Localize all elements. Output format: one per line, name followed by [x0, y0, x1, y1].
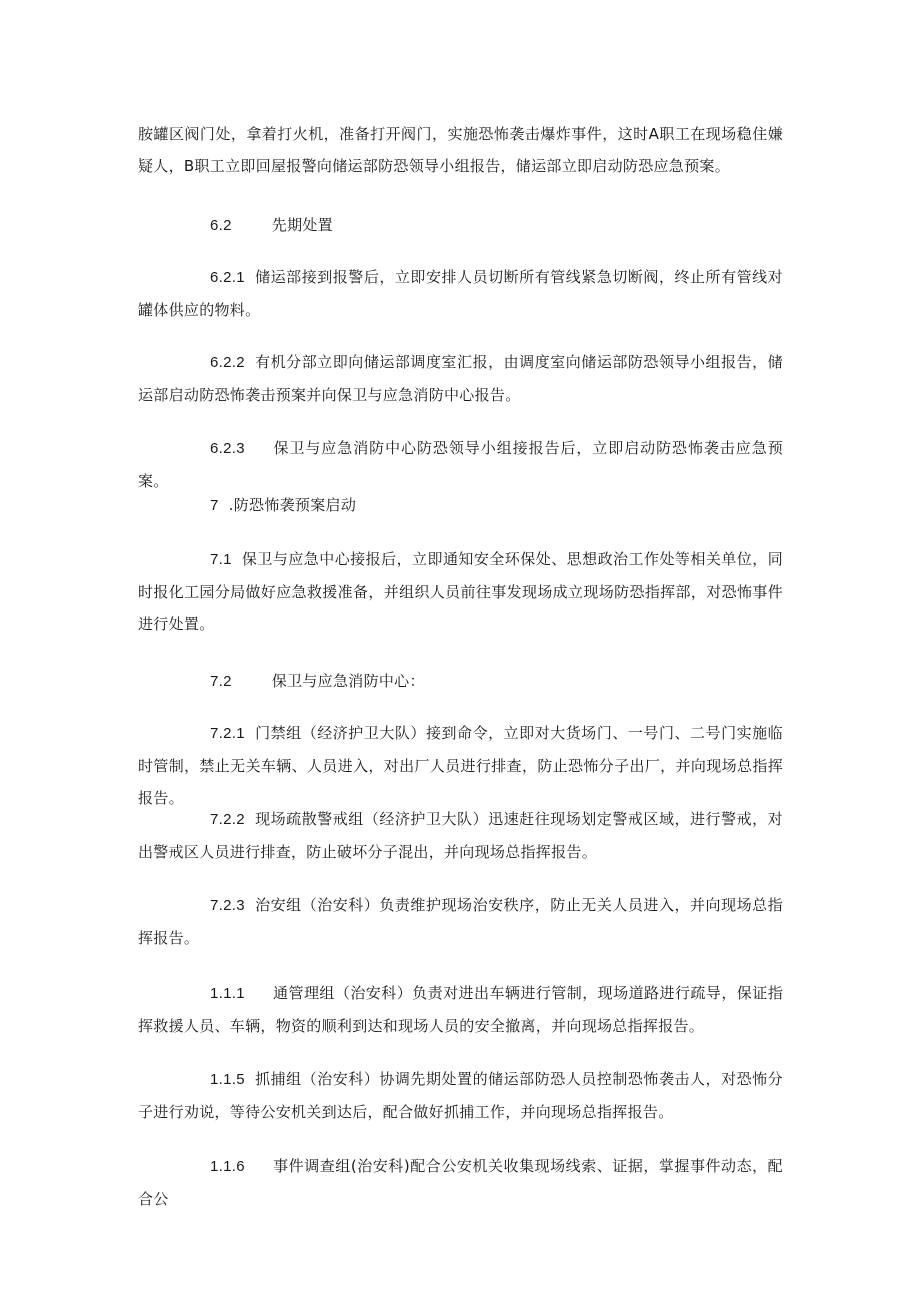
paragraph-text: 保卫与应急消防中心防恐领导小组接报告后，立即启动防恐怖袭击应急预案。: [138, 439, 783, 490]
paragraph-1-1-1: [138, 977, 783, 1042]
paragraph-text: 抓捕组（治安科）协调先期处置的储运部防恐人员控制恐怖袭击人，对恐怖分子进行劝说，等待公安机关到达后，配合做好抓捕工作，并向现场总指挥报告。: [138, 1070, 783, 1121]
section-title: 先期处置: [271, 216, 333, 234]
section-title: .防恐怖袭预案启动: [228, 496, 357, 514]
paragraph-text: 事件调查组(治安科)配合公安机关收集现场线索、证据，掌握事件动态，配合公: [138, 1157, 783, 1208]
heading-7-2: [138, 665, 783, 698]
paragraph-text: 治安组（治安科）负责维护现场治安秩序，防止无关人员进入，并向现场总指挥报告。: [138, 896, 783, 947]
paragraph-7-2-1: [138, 717, 783, 814]
paragraph-6-2-3: [138, 432, 783, 497]
section-number: 6.2.3: [210, 440, 245, 457]
section-number: 7.2.2: [210, 811, 245, 828]
section-number: 7.2.1: [210, 725, 245, 742]
section-number: 1.1.5: [210, 1071, 245, 1088]
section-number: 1.1.6: [210, 1158, 245, 1175]
paragraph-text: 储运部接到报警后，立即安排人员切断所有管线紧急切断阀，终止所有管线对罐体供应的物料。: [138, 268, 783, 319]
paragraph-1-1-5: [138, 1063, 783, 1128]
paragraph-text: 保卫与应急中心接报后，立即通知安全环保处、思想政治工作处等相关单位，同时报化工园分局做好应急救援准备，并组织人员前往事发现场成立现场防恐指挥部，对恐怖事件进行处置。: [138, 550, 783, 633]
heading-6-2: [138, 209, 783, 242]
section-number: 1.1.1: [210, 985, 245, 1002]
paragraph-text: 胺罐区阀门处，拿着打火机，准备打开阀门，实施恐怖袭击爆炸事件，这时A职工在现场稳住嫌疑人，B职工立即回屋报警向储运部防恐领导小组报告，储运部立即启动防恐应急预案。: [138, 125, 783, 175]
paragraph-7-2-3: [138, 889, 783, 954]
section-number: 7.1: [210, 551, 232, 568]
section-number: 7.2.3: [210, 897, 245, 914]
section-number: 6.2.2: [210, 354, 245, 371]
paragraph-7-1: [138, 543, 783, 640]
section-number: 6.2: [210, 217, 232, 234]
paragraph-text: 有机分部立即向储运部调度室汇报，由调度室向储运部防恐领导小组报告，储运部启动防恐怖袭击预案并向保卫与应急消防中心报告。: [138, 353, 783, 404]
paragraph-6-2-1: [138, 261, 783, 326]
paragraph-7-2-2: [138, 803, 783, 868]
section-title: 保卫与应急消防中心：: [271, 672, 425, 690]
section-number: 6.2.1: [210, 269, 245, 286]
paragraph-continuation: [138, 118, 783, 182]
paragraph-text: 现场疏散警戒组（经济护卫大队）迅速赶往现场划定警戒区域，进行警戒，对出警戒区人员进行排查，防止破坏分子混出，并向现场总指挥报告。: [138, 810, 783, 861]
paragraph-text: 通管理组（治安科）负责对进出车辆进行管制，现场道路进行疏导，保证指挥救援人员、车辆，物资的顺利到达和现场人员的安全撤离，并向现场总指挥报告。: [138, 984, 783, 1035]
section-number: 7.2: [210, 673, 232, 690]
paragraph-6-2-2: [138, 346, 783, 411]
paragraph-text: 门禁组（经济护卫大队）接到命令，立即对大货场门、一号门、二号门实施临时管制，禁止无关车辆、人员进入，对出厂人员进行排查，防止恐怖分子出厂，并向现场总指挥报告。: [138, 724, 783, 807]
heading-7: [138, 489, 783, 522]
section-number: 7: [210, 497, 219, 514]
paragraph-1-1-6: [138, 1150, 783, 1215]
